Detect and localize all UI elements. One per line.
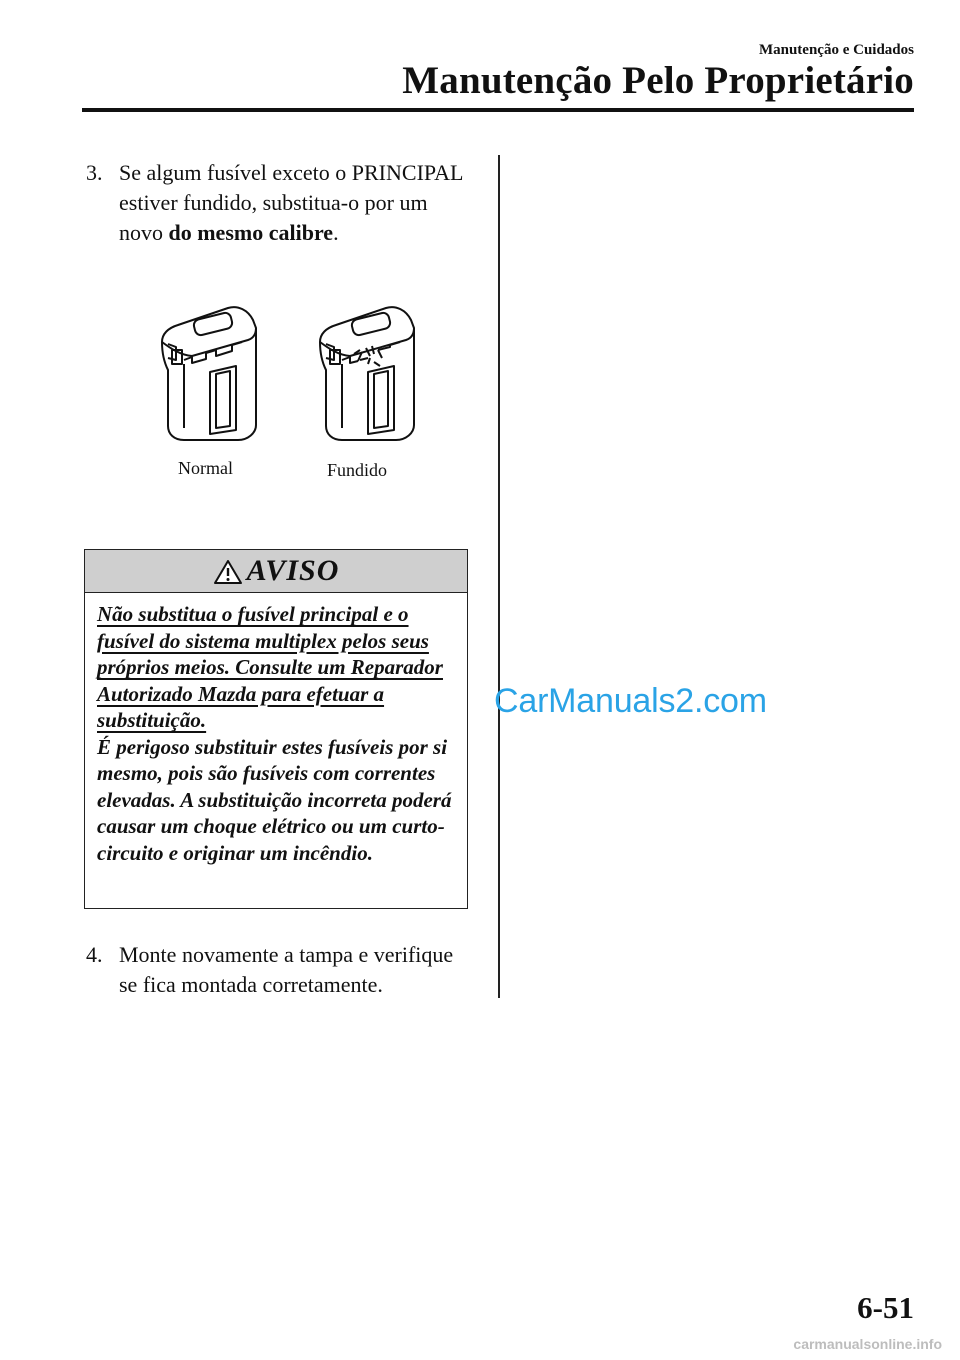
warning-header [85, 550, 467, 593]
page-title: Manutenção Pelo Proprietário [402, 59, 914, 102]
warning-underlined-text: Não substitua o fusível principal e o fusível do sistema multiplex pelos seus próprios meios. Consulte um Reparador Autorizado Mazda para efetuar a substituição. [97, 602, 443, 732]
header-divider [82, 108, 914, 112]
step-text-end: . [333, 220, 339, 245]
warning-triangle-icon [213, 559, 243, 585]
step-4 [86, 940, 476, 1000]
step-text: Monte novamente a tampa e verifique se fica montada corretamente. [119, 942, 454, 997]
step-number: 4. [86, 942, 103, 967]
warning-box [84, 549, 468, 909]
warning-body [85, 593, 467, 866]
watermark: CarManuals2.com [494, 682, 767, 720]
step-text-bold: do mesmo calibre [168, 220, 334, 245]
column-divider [498, 155, 500, 998]
fuse-normal-icon [162, 307, 256, 440]
step-3 [86, 158, 476, 248]
step-number: 3. [86, 160, 103, 185]
warning-text: É perigoso substituir estes fusíveis por si mesmo, pois são fusíveis com correntes elevadas. A substituição incorreta poderá causar um choque elétrico ou um curto-circuito e originar um incêndio. [97, 734, 452, 865]
label-fundido: Fundido [327, 460, 388, 480]
step-text-plain: Se algum fusível exceto o PRINCIPAL estiver fundido, substitua-o por um novo [119, 160, 463, 245]
label-normal: Normal [178, 458, 233, 478]
fuse-blown-icon [320, 307, 414, 440]
header-section: Manutenção e Cuidados [758, 42, 914, 58]
footer-url: carmanualsonline.info [793, 1336, 942, 1352]
fuse-illustration [150, 300, 420, 460]
warning-title: AVISO [246, 554, 340, 587]
page-number: 6-51 [857, 1290, 914, 1325]
step-text [86, 158, 476, 248]
